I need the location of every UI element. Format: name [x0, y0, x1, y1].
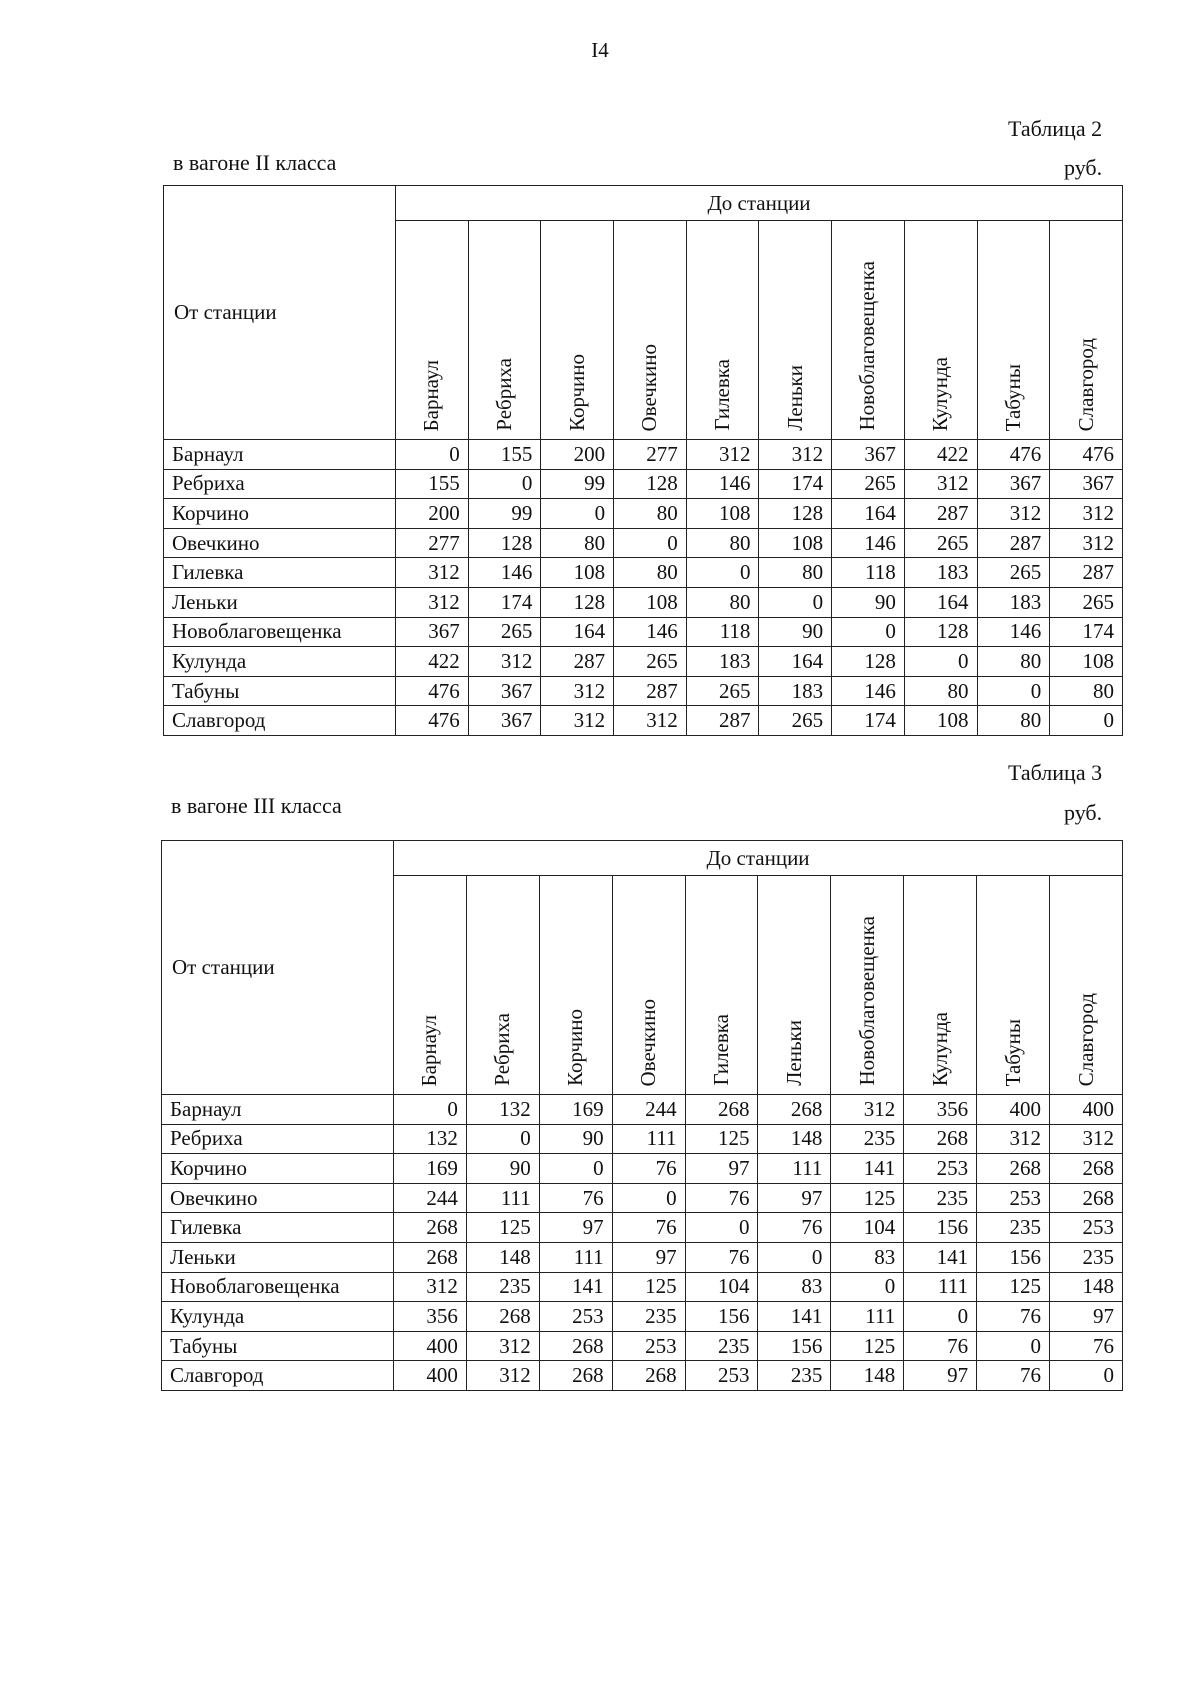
fare-cell: 141 [758, 1302, 831, 1332]
fare-cell: 0 [539, 1154, 612, 1184]
fare-cell: 312 [977, 1124, 1050, 1154]
fare-cell: 265 [614, 647, 687, 677]
fare-cell: 80 [686, 587, 759, 617]
fare-cell: 277 [396, 528, 469, 558]
column-header [977, 876, 1050, 1095]
table-row [162, 1272, 1123, 1302]
fare-cell: 97 [1050, 1302, 1123, 1332]
fare-cell: 367 [468, 676, 541, 706]
row-station-label: Барнаул [162, 1095, 394, 1125]
fare-cell: 76 [904, 1331, 977, 1361]
fare-cell: 146 [468, 558, 541, 588]
fare-cell: 125 [831, 1183, 904, 1213]
fare-cell: 476 [396, 676, 469, 706]
fare-cell: 268 [977, 1154, 1050, 1184]
fare-cell: 97 [758, 1183, 831, 1213]
fare-cell: 141 [539, 1272, 612, 1302]
fare-cell: 174 [468, 587, 541, 617]
fare-cell: 200 [396, 499, 469, 529]
fare-cell: 0 [1050, 1361, 1123, 1391]
table-row [164, 676, 1123, 706]
fare-cell: 104 [685, 1272, 758, 1302]
from-station-header: От станции [162, 841, 394, 1095]
column-header [686, 221, 759, 440]
fare-cell: 312 [396, 558, 469, 588]
column-header [394, 876, 467, 1095]
fare-cell: 76 [977, 1361, 1050, 1391]
fare-cell: 156 [977, 1242, 1050, 1272]
row-station-label: Новоблаговещенка [164, 617, 396, 647]
fare-cell: 108 [759, 528, 832, 558]
column-header-label: Корчино [564, 354, 589, 431]
column-header [468, 221, 541, 440]
fare-cell: 118 [686, 617, 759, 647]
fare-cell: 169 [394, 1154, 467, 1184]
column-header [466, 876, 539, 1095]
fare-cell: 90 [759, 617, 832, 647]
table-row [162, 1302, 1123, 1332]
fare-cell: 80 [904, 676, 977, 706]
fare-cell: 235 [977, 1213, 1050, 1243]
fare-cell: 148 [466, 1242, 539, 1272]
fare-cell: 476 [977, 440, 1050, 470]
fare-cell: 156 [758, 1331, 831, 1361]
fare-cell: 356 [904, 1095, 977, 1125]
fare-cell: 235 [1050, 1242, 1123, 1272]
from-station-header: От станции [164, 186, 396, 440]
fare-cell: 80 [614, 499, 687, 529]
row-station-label: Славгород [164, 706, 396, 736]
fare-cell: 268 [758, 1095, 831, 1125]
fare-cell: 253 [1050, 1213, 1123, 1243]
fare-cell: 268 [466, 1302, 539, 1332]
row-station-label: Новоблаговещенка [162, 1272, 394, 1302]
fare-cell: 312 [1050, 499, 1123, 529]
fare-cell: 76 [758, 1213, 831, 1243]
page-number: I4 [591, 38, 609, 62]
fare-cell: 125 [685, 1124, 758, 1154]
table-row [164, 528, 1123, 558]
fare-cell: 268 [1050, 1154, 1123, 1184]
fare-cell: 367 [832, 440, 905, 470]
fare-cell: 235 [685, 1331, 758, 1361]
fare-cell: 97 [539, 1213, 612, 1243]
fare-cell: 476 [1050, 440, 1123, 470]
fare-cell: 80 [977, 706, 1050, 736]
fare-cell: 164 [832, 499, 905, 529]
fare-cell: 108 [1050, 647, 1123, 677]
fare-cell: 148 [831, 1361, 904, 1391]
fare-cell: 104 [831, 1213, 904, 1243]
table-row [162, 1124, 1123, 1154]
fare-cell: 253 [977, 1183, 1050, 1213]
fare-cell: 356 [394, 1302, 467, 1332]
fare-cell: 155 [468, 440, 541, 470]
row-station-label: Леньки [164, 587, 396, 617]
fare-cell: 268 [539, 1361, 612, 1391]
table-row [164, 647, 1123, 677]
fare-cell: 312 [466, 1361, 539, 1391]
fare-cell: 90 [539, 1124, 612, 1154]
table2-class-label: в вагоне II класса [173, 150, 337, 175]
column-header [612, 876, 685, 1095]
fare-cell: 111 [466, 1183, 539, 1213]
fare-cell: 76 [612, 1213, 685, 1243]
table-row [164, 469, 1123, 499]
table-row [162, 1242, 1123, 1272]
fare-cell: 76 [1050, 1331, 1123, 1361]
column-header [685, 876, 758, 1095]
fare-cell: 76 [612, 1154, 685, 1184]
fare-cell: 0 [614, 528, 687, 558]
fare-cell: 422 [904, 440, 977, 470]
fare-cell: 312 [977, 499, 1050, 529]
fare-cell: 83 [831, 1242, 904, 1272]
fare-cell: 125 [831, 1331, 904, 1361]
fare-cell: 80 [759, 558, 832, 588]
fare-cell: 0 [686, 558, 759, 588]
fare-cell: 164 [904, 587, 977, 617]
fare-cell: 268 [904, 1124, 977, 1154]
column-header [904, 876, 977, 1095]
column-header-label: Корчино [563, 1009, 588, 1086]
fare-cell: 125 [466, 1213, 539, 1243]
fare-cell: 0 [758, 1242, 831, 1272]
fare-cell: 128 [614, 469, 687, 499]
fare-cell: 80 [614, 558, 687, 588]
fare-cell: 312 [686, 440, 759, 470]
column-header [831, 876, 904, 1095]
fare-cell: 156 [685, 1302, 758, 1332]
fare-cell: 265 [686, 676, 759, 706]
column-header-label: Новоблаговещенка [855, 261, 880, 431]
fare-cell: 312 [541, 676, 614, 706]
fare-cell: 0 [541, 499, 614, 529]
fare-cell: 183 [977, 587, 1050, 617]
fare-cell: 76 [685, 1242, 758, 1272]
table-row [164, 617, 1123, 647]
row-station-label: Ребриха [162, 1124, 394, 1154]
fare-cell: 0 [832, 617, 905, 647]
fare-cell: 174 [1050, 617, 1123, 647]
table3-unit-label: руб. [1064, 800, 1103, 825]
fare-cell: 174 [832, 706, 905, 736]
fare-cell: 367 [977, 469, 1050, 499]
fare-cell: 128 [904, 617, 977, 647]
fare-cell: 169 [539, 1095, 612, 1125]
fare-cell: 97 [612, 1242, 685, 1272]
fare-cell: 0 [904, 1302, 977, 1332]
fare-table-3 [161, 840, 1123, 1391]
column-header-label: Барнаул [419, 359, 444, 431]
fare-cell: 183 [686, 647, 759, 677]
row-station-label: Гилевка [164, 558, 396, 588]
column-header [904, 221, 977, 440]
fare-cell: 90 [466, 1154, 539, 1184]
fare-cell: 235 [831, 1124, 904, 1154]
column-header [1050, 876, 1123, 1095]
fare-cell: 312 [1050, 1124, 1123, 1154]
fare-cell: 0 [612, 1183, 685, 1213]
fare-cell: 132 [394, 1124, 467, 1154]
column-header-label: Табуны [1000, 363, 1025, 431]
fare-cell: 312 [904, 469, 977, 499]
fare-cell: 128 [468, 528, 541, 558]
fare-cell: 235 [612, 1302, 685, 1332]
fare-cell: 156 [904, 1213, 977, 1243]
row-station-label: Кулунда [162, 1302, 394, 1332]
fare-cell: 80 [686, 528, 759, 558]
fare-cell: 128 [832, 647, 905, 677]
fare-cell: 287 [614, 676, 687, 706]
fare-cell: 174 [759, 469, 832, 499]
fare-cell: 265 [468, 617, 541, 647]
fare-cell: 287 [904, 499, 977, 529]
fare-table-2 [163, 185, 1123, 736]
table2-caption: Таблица 2 [1008, 116, 1103, 141]
table-row [162, 1095, 1123, 1125]
row-station-label: Овечкино [164, 528, 396, 558]
table2-unit-label: руб. [1064, 155, 1103, 180]
fare-cell: 287 [686, 706, 759, 736]
fare-cell: 0 [685, 1213, 758, 1243]
table-row [162, 1183, 1123, 1213]
fare-cell: 268 [539, 1331, 612, 1361]
table3-class-label: в вагоне III класса [171, 793, 342, 818]
fare-cell: 146 [686, 469, 759, 499]
row-station-label: Ребриха [164, 469, 396, 499]
table-row [162, 1154, 1123, 1184]
fare-cell: 312 [394, 1272, 467, 1302]
fare-cell: 287 [977, 528, 1050, 558]
fare-cell: 108 [614, 587, 687, 617]
fare-cell: 235 [758, 1361, 831, 1391]
table-row [164, 499, 1123, 529]
column-header-label: Ребриха [490, 1013, 515, 1086]
column-header-label: Табуны [1000, 1018, 1025, 1086]
fare-cell: 155 [396, 469, 469, 499]
fare-cell: 253 [612, 1331, 685, 1361]
column-header [1050, 221, 1123, 440]
fare-cell: 83 [758, 1272, 831, 1302]
fare-cell: 148 [758, 1124, 831, 1154]
fare-cell: 268 [394, 1213, 467, 1243]
row-station-label: Славгород [162, 1361, 394, 1391]
fare-cell: 312 [541, 706, 614, 736]
fare-cell: 367 [396, 617, 469, 647]
fare-cell: 0 [977, 1331, 1050, 1361]
fare-cell: 312 [831, 1095, 904, 1125]
fare-cell: 367 [1050, 469, 1123, 499]
row-station-label: Табуны [162, 1331, 394, 1361]
fare-cell: 235 [904, 1183, 977, 1213]
table-row [164, 558, 1123, 588]
table-row [162, 1361, 1123, 1391]
fare-cell: 183 [759, 676, 832, 706]
fare-cell: 265 [832, 469, 905, 499]
fare-cell: 268 [685, 1095, 758, 1125]
fare-cell: 0 [977, 676, 1050, 706]
fare-cell: 146 [832, 676, 905, 706]
fare-cell: 141 [831, 1154, 904, 1184]
fare-cell: 111 [758, 1154, 831, 1184]
column-header [539, 876, 612, 1095]
fare-cell: 235 [466, 1272, 539, 1302]
table-row [164, 587, 1123, 617]
table-row [164, 706, 1123, 736]
fare-cell: 125 [977, 1272, 1050, 1302]
fare-cell: 0 [468, 469, 541, 499]
row-station-label: Овечкино [162, 1183, 394, 1213]
fare-cell: 97 [685, 1154, 758, 1184]
fare-cell: 108 [904, 706, 977, 736]
fare-cell: 312 [396, 587, 469, 617]
fare-cell: 111 [612, 1124, 685, 1154]
fare-cell: 200 [541, 440, 614, 470]
fare-cell: 312 [1050, 528, 1123, 558]
table-row [162, 1331, 1123, 1361]
fare-cell: 312 [468, 647, 541, 677]
fare-cell: 80 [1050, 676, 1123, 706]
column-header [832, 221, 905, 440]
column-header-label: Кулунда [927, 1011, 952, 1086]
fare-cell: 312 [466, 1331, 539, 1361]
fare-cell: 312 [614, 706, 687, 736]
fare-cell: 400 [394, 1361, 467, 1391]
column-header-label: Ребриха [492, 358, 517, 431]
row-station-label: Табуны [164, 676, 396, 706]
column-header-label: Овечкино [636, 998, 661, 1086]
table-row [162, 1213, 1123, 1243]
table-row [164, 440, 1123, 470]
column-header [614, 221, 687, 440]
column-header-label: Овечкино [637, 343, 662, 431]
fare-cell: 132 [466, 1095, 539, 1125]
fare-cell: 253 [685, 1361, 758, 1391]
column-header-label: Леньки [782, 365, 807, 431]
fare-cell: 111 [539, 1242, 612, 1272]
column-header [759, 221, 832, 440]
fare-cell: 268 [394, 1242, 467, 1272]
column-header-label: Гилевка [710, 359, 735, 431]
fare-cell: 80 [541, 528, 614, 558]
column-header [396, 221, 469, 440]
fare-cell: 277 [614, 440, 687, 470]
column-header-label: Леньки [781, 1020, 806, 1086]
column-header-label: Гилевка [709, 1014, 733, 1086]
fare-cell: 0 [1050, 706, 1123, 736]
column-header [758, 876, 831, 1095]
row-station-label: Кулунда [164, 647, 396, 677]
fare-cell: 90 [832, 587, 905, 617]
fare-cell: 400 [1050, 1095, 1123, 1125]
fare-cell: 0 [394, 1095, 467, 1125]
fare-cell: 148 [1050, 1272, 1123, 1302]
column-header-label: Славгород [1073, 337, 1098, 431]
fare-cell: 253 [539, 1302, 612, 1332]
fare-cell: 0 [904, 647, 977, 677]
fare-cell: 253 [904, 1154, 977, 1184]
fare-cell: 146 [614, 617, 687, 647]
fare-cell: 76 [685, 1183, 758, 1213]
fare-cell: 268 [612, 1361, 685, 1391]
column-header-label: Новоблаговещенка [854, 916, 879, 1086]
fare-cell: 76 [539, 1183, 612, 1213]
fare-cell: 183 [904, 558, 977, 588]
row-station-label: Корчино [162, 1154, 394, 1184]
column-header [541, 221, 614, 440]
fare-cell: 244 [394, 1183, 467, 1213]
fare-cell: 287 [1050, 558, 1123, 588]
row-station-label: Леньки [162, 1242, 394, 1272]
fare-cell: 111 [904, 1272, 977, 1302]
row-station-label: Барнаул [164, 440, 396, 470]
fare-cell: 476 [396, 706, 469, 736]
fare-cell: 0 [396, 440, 469, 470]
fare-cell: 118 [832, 558, 905, 588]
column-header-label: Барнаул [417, 1014, 442, 1086]
table3-caption: Таблица 3 [1008, 760, 1103, 785]
fare-cell: 76 [977, 1302, 1050, 1332]
fare-cell: 80 [977, 647, 1050, 677]
fare-cell: 400 [977, 1095, 1050, 1125]
fare-cell: 108 [541, 558, 614, 588]
fare-cell: 146 [832, 528, 905, 558]
fare-cell: 128 [759, 499, 832, 529]
fare-cell: 312 [759, 440, 832, 470]
fare-cell: 265 [904, 528, 977, 558]
fare-cell: 268 [1050, 1183, 1123, 1213]
row-station-label: Гилевка [162, 1213, 394, 1243]
fare-cell: 99 [541, 469, 614, 499]
fare-cell: 125 [612, 1272, 685, 1302]
fare-cell: 265 [759, 706, 832, 736]
fare-cell: 265 [977, 558, 1050, 588]
fare-cell: 164 [541, 617, 614, 647]
fare-cell: 400 [394, 1331, 467, 1361]
fare-cell: 0 [831, 1272, 904, 1302]
row-station-label: Корчино [164, 499, 396, 529]
fare-cell: 0 [466, 1124, 539, 1154]
fare-cell: 367 [468, 706, 541, 736]
fare-cell: 108 [686, 499, 759, 529]
fare-cell: 287 [541, 647, 614, 677]
fare-cell: 146 [977, 617, 1050, 647]
column-header-label: Кулунда [928, 356, 953, 431]
column-header [977, 221, 1050, 440]
fare-cell: 99 [468, 499, 541, 529]
fare-cell: 111 [831, 1302, 904, 1332]
column-header-label: Славгород [1073, 992, 1098, 1086]
fare-cell: 141 [904, 1242, 977, 1272]
fare-cell: 422 [396, 647, 469, 677]
fare-cell: 128 [541, 587, 614, 617]
fare-cell: 164 [759, 647, 832, 677]
to-station-header: До станции [394, 841, 1123, 876]
to-station-header: До станции [396, 186, 1123, 221]
fare-cell: 244 [612, 1095, 685, 1125]
fare-cell: 97 [904, 1361, 977, 1391]
fare-cell: 265 [1050, 587, 1123, 617]
fare-cell: 0 [759, 587, 832, 617]
